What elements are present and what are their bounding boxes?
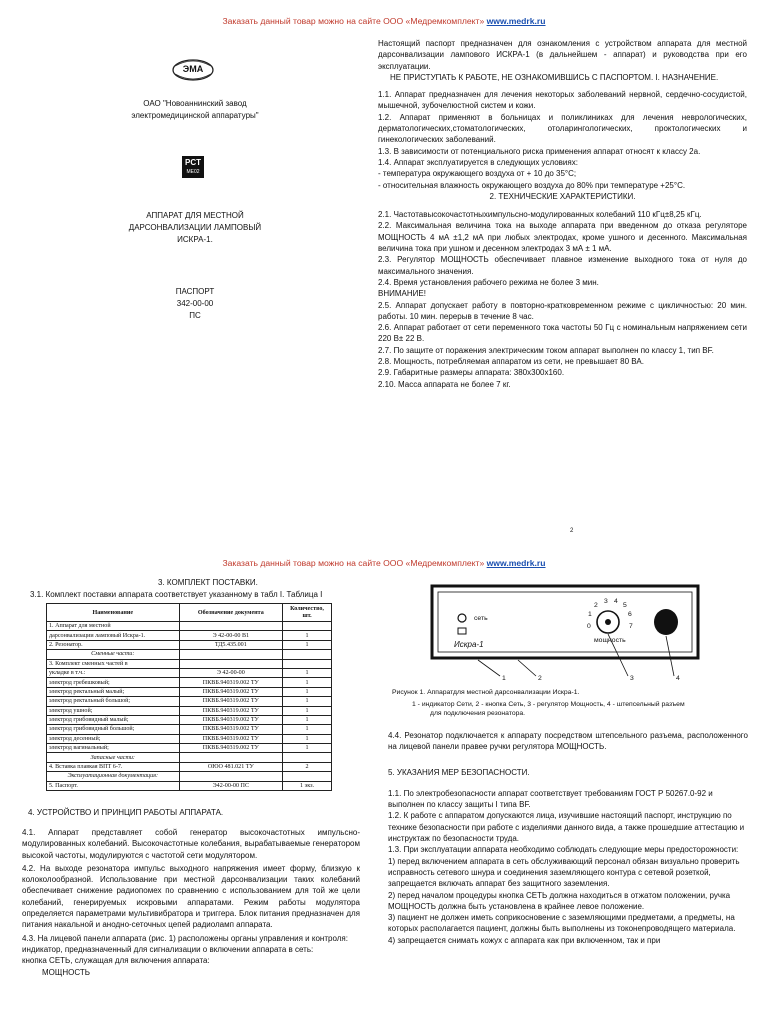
paragraph: Настоящий паспорт предназначен для ознакомления с устройством аппарата для местной дарсонвализации лампового ИСКРА-1 (в дальнейшем - аппарат) и руководства при его эксплуатации.: [378, 39, 747, 71]
table-cell: 4. Вставка плавкая ВПТ 6-7.: [47, 762, 180, 771]
paragraph: индикатор, предназначенный для сигнализации о включении аппарата в сеть:: [22, 944, 314, 954]
figure-legend-line: 1 - индикатор Сети, 2 - кнопка Сеть, 3 - регулятор Мощность, 4 - штепсельный разъем: [412, 701, 685, 708]
table-cell: электрод грибовидный малый;: [47, 715, 180, 724]
paragraph: 1.3. В зависимости от потенциального риска применения аппарат относят к классу 2а.: [378, 146, 701, 156]
table-cell: [283, 753, 332, 762]
table-cell: 5. Паспорт.: [47, 781, 180, 790]
table-cell: 1: [283, 715, 332, 724]
paragraph: - относительная влажность окружающего воздуха до 80% при температуре +25°С.: [378, 180, 686, 190]
figure-panel-name: Искра-1: [454, 640, 484, 649]
paragraph: 2.3. Регулятор МОЩНОСТЬ обеспечивает плавное изменение выходного тока от нуля до максимального значения.: [378, 255, 747, 276]
figure-callout: 4: [676, 675, 680, 682]
figure-legend-line: для подключения резонатора.: [430, 710, 526, 717]
certification-mark: [182, 156, 204, 178]
figure-callout: 1: [502, 675, 506, 682]
table-cell: 1: [283, 744, 332, 753]
paragraph: 1.4. Аппарат эксплуатируется в следующих условиях:: [378, 157, 578, 167]
table-cell: 1: [283, 687, 332, 696]
table-cell: ПКВБ.940319.002 ТУ: [179, 687, 283, 696]
table-cell: ПКВБ.940319.002 ТУ: [179, 734, 283, 743]
table-row: [47, 781, 332, 790]
dial-number: 0: [587, 623, 591, 630]
paragraph: кнопка СЕТЬ, служащая для включения аппарата:: [22, 956, 210, 966]
table-cell: ПКВБ.940319.002 ТУ: [179, 725, 283, 734]
table-cell: электрод ректальный большой;: [47, 697, 180, 706]
table-row: [47, 659, 332, 668]
front-panel-drawing: [428, 582, 704, 684]
table-cell: 2: [283, 762, 332, 771]
paragraph: МОЩНОСТЬ: [42, 967, 91, 977]
table-cell: [179, 772, 283, 781]
cert-mark-text: PCT: [185, 158, 201, 167]
paragraph: 1) перед включением аппарата в сеть обслуживающий персонал обязан визуально проверить исправность сетевого шнура и соединения заземляющего контура с сетевой розеткой, запрещается включать аппарат без защитного заземления.: [388, 856, 740, 889]
table-cell: электрод десенный;: [47, 734, 180, 743]
table-cell: Сменные части:: [47, 650, 180, 659]
paragraph: 2.5. Аппарат допускает работу в повторно-кратковременном режиме с цикличностью: 20 мин. работы. 10 мин. перерыв в течение 8 час.: [378, 300, 747, 321]
paragraph: 1.3. При эксплуатации аппарата необходимо соблюдать следующие меры предосторожности:: [388, 845, 739, 855]
table-cell: [283, 659, 332, 668]
paragraph: 2.6. Аппарат работает от сети переменного тока частоты 50 Гц с номинальным напряжением сети 220 В± 22 В.: [378, 323, 747, 344]
paragraph: 4.2. На выходе резонатора импульс выходного напряжения имеет форму, близкую к колоколообразной. Использование при местной дарсонвализации таких колебаний обеспечивает снижение радиопомех по сравнению с использованием для той же цели колебаний, генерируемых искровыми аппаратами. Режим работы модулятора определяется параметрами мультивибратора и триггера. Блок питания предназначен для питания накальной и анодно-сеточных цепей радиоламп аппарата.: [22, 863, 360, 930]
table-row: [47, 697, 332, 706]
table-cell: 1: [283, 725, 332, 734]
paragraph: 1.1. По электробезопасности аппарат соответствует требованиям ГОСТ Р 50267.0-92 и выполнен по классу защиты I типа BF.: [388, 788, 713, 810]
table-cell: электрод ушной;: [47, 706, 180, 715]
section3-intro: 3.1. Комплект поставки аппарата соответствует указанному в табл I. Таблица I: [30, 590, 323, 599]
table-row: [47, 640, 332, 649]
ema-logo: [172, 58, 214, 82]
table-cell: ПКВБ.940319.002 ТУ: [179, 744, 283, 753]
banner-link[interactable]: www.medrk.ru: [486, 16, 546, 26]
device-front-panel-figure: [428, 582, 704, 684]
table-cell: дарсонвализации ламповый Искра-1.: [47, 631, 180, 640]
paragraph: 2.8. Мощность, потребляемая аппаратом из сети, не превышает 80 ВА.: [378, 357, 644, 367]
table-cell: ПКВБ.940319.002 ТУ: [179, 678, 283, 687]
table-cell: 2. Резонатор.: [47, 640, 180, 649]
paragraph: - температура окружающего воздуха от + 10 до 35°С;: [378, 169, 577, 179]
dial-number: 2: [594, 602, 598, 609]
table-row: [47, 678, 332, 687]
dial-number: 3: [604, 598, 608, 605]
table-cell: электрод ректальный малый;: [47, 687, 180, 696]
paragraph: 2.9. Габаритные размеры аппарата: 380х300х160.: [378, 368, 565, 378]
page1-banner: [0, 16, 768, 26]
table-cell: 1: [283, 668, 332, 677]
passport-line: ПАСПОРТ: [175, 287, 215, 296]
device-title: [100, 210, 290, 246]
table-cell: 1: [283, 734, 332, 743]
table-cell: [179, 659, 283, 668]
table-cell: 1: [283, 631, 332, 640]
table-row: [47, 622, 332, 631]
table-row: [47, 753, 332, 762]
table-cell: [283, 650, 332, 659]
dial-number: 5: [623, 602, 627, 609]
figure-caption: Рисунок 1. Аппаратдля местной дарсонвализации Искра-1.: [392, 689, 580, 696]
page-number: 2: [570, 528, 574, 534]
table-cell: электрод гребешковый;: [47, 678, 180, 687]
dial-number: 7: [629, 623, 633, 630]
figure-label-set: сеть: [474, 615, 488, 622]
table-row: [47, 706, 332, 715]
banner-link[interactable]: www.medrk.ru: [486, 558, 546, 568]
table-cell: ПКВБ.940319.002 ТУ: [179, 715, 283, 724]
paragraph: 1.2. Аппарат применяют в больницах и поликлиниках для лечения неврологических, дерматологических,стоматологических, отоларингологических, проктологических и гинекологических заболеваний.: [378, 112, 747, 145]
figure-callout: 3: [630, 675, 634, 682]
table-cell: 1: [283, 678, 332, 687]
table-cell: [179, 753, 283, 762]
table-row: [47, 772, 332, 781]
dial-number: 6: [628, 611, 632, 618]
table-row: [47, 762, 332, 771]
paragraph: 2) перед началом процедуры кнопка СЕТЬ должна находиться в отжатом положении, ручка МОЩНОСТЬ должна быть установлена в крайнее левое положение.: [388, 890, 731, 911]
table-row: [47, 715, 332, 724]
table-cell: ТД5.435.001: [179, 640, 283, 649]
table-cell: укладке в т.ч.:: [47, 668, 180, 677]
table-cell: Запасные части:: [47, 753, 180, 762]
table-cell: 1: [283, 640, 332, 649]
table-cell: 3. Комплект сменных частей в: [47, 659, 180, 668]
table-cell: [179, 650, 283, 659]
table-row: [47, 668, 332, 677]
section-heading: НЕ ПРИСТУПАТЬ К РАБОТЕ, НЕ ОЗНАКОМИВШИСЬ С ПАСПОРТОМ. I. НАЗНАЧЕНИЕ.: [390, 72, 719, 82]
section-heading: 5. УКАЗАНИЯ МЕР БЕЗОПАСНОСТИ.: [388, 767, 530, 777]
dial-number: 1: [588, 611, 592, 618]
page1-right-column: [378, 38, 747, 390]
passport-line: ПС: [189, 311, 201, 320]
table-cell: 1: [283, 706, 332, 715]
table-cell: ПКВБ.940319.002 ТУ: [179, 697, 283, 706]
section3-title: 3. КОМПЛЕКТ ПОСТАВКИ.: [158, 578, 258, 587]
table-row: [47, 734, 332, 743]
table-cell: ОЮО 481.021 ТУ: [179, 762, 283, 771]
logo-text: ЭМА: [182, 64, 204, 74]
dial-number: 4: [614, 598, 618, 605]
table-cell: [283, 772, 332, 781]
table-row: [47, 650, 332, 659]
table-header: Наименование: [47, 604, 180, 622]
table-cell: Э 42-00-00: [179, 668, 283, 677]
section-heading: 2. ТЕХНИЧЕСКИЕ ХАРАКТЕРИСТИКИ.: [489, 191, 636, 201]
paragraph: 1.2. К работе с аппаратом допускаются лица, изучившие настоящий паспорт, инструкцию по технике безопасности при работе с изделиями данного вида, а также прошедшие аттестацию и инструктаж по безопасности труда.: [388, 811, 745, 844]
table-cell: 1: [283, 697, 332, 706]
warning-heading: ВНИМАНИЕ!: [378, 289, 426, 299]
table-cell: 1. Аппарат для местной: [47, 622, 180, 631]
table-cell: Э 42-00-00 В1: [179, 631, 283, 640]
paragraph: 2.7. По защите от поражения электрическим током аппарат выполнен по классу 1, тип BF.: [378, 345, 714, 355]
device-title-line: АППАРАТ ДЛЯ МЕСТНОЙ: [146, 211, 244, 220]
cert-mark-sub: МЕ02: [186, 169, 200, 175]
paragraph: 2.2. Максимальная величина тока на выходе аппарата при введенном до отказа регуляторе МОЩНОСТЬ 4 мА ±1,2 мА при любых электродах, кроме ушного и десенного. Максимальная величина тока при ушном и десенном электродах 3 мА ± 1 мА.: [378, 221, 747, 254]
figure-callout: 2: [538, 675, 542, 682]
paragraph: 4.3. На лицевой панели аппарата (рис. 1) расположены органы управления и контроля:: [22, 933, 348, 943]
paragraph: 2.1. Частотавысокочастотныхимпульсно-модулированных колебаний 110 кГц±8,25 кГц.: [378, 210, 702, 220]
delivery-set-table: [46, 603, 332, 791]
banner-text: Заказать данный товар можно на сайте ООО «Медремкомплект»: [222, 558, 487, 568]
org-name: [100, 98, 290, 122]
paragraph: 2.4. Время установления рабочего режима не более 3 мин.: [378, 277, 599, 287]
table-row: [47, 744, 332, 753]
table-cell: [283, 622, 332, 631]
figure-label-power: мощность: [594, 637, 626, 644]
table-cell: электрод вагинальный;: [47, 744, 180, 753]
table-row: [47, 725, 332, 734]
table-row: [47, 631, 332, 640]
paragraph: 4.1. Аппарат представляет собой генератор высокочастотных импульсно-модулированных колебаний. Высокочастотные колебания, вырабатываемые генератором высокой частоты, модулируются с частотой сети модулятором.: [22, 828, 360, 860]
table-header: Количество, шт.: [283, 604, 332, 622]
device-title-line: ДАРСОНВАЛИЗАЦИИ ЛАМПОВЫЙ: [128, 223, 262, 232]
table-cell: электрод грибовидный большой;: [47, 725, 180, 734]
figure-legend: [412, 700, 762, 718]
device-title-line: ИСКРА-1.: [177, 235, 213, 244]
table-cell: [179, 622, 283, 631]
table-cell: ПКВБ.940319.002 ТУ: [179, 706, 283, 715]
org-line: ОАО "Новоаннинский завод: [143, 99, 247, 108]
page2-banner: [0, 558, 768, 568]
page2-left-column: [22, 827, 360, 978]
page2-right-column: [388, 730, 748, 946]
passport-block: [100, 286, 290, 322]
org-line: электромедицинской аппаратуры": [131, 111, 259, 120]
paragraph: 4.4. Резонатор подключается к аппарату посредством штепсельного разъема, расположенного на лицевой панели правее ручки регулятора МОЩНОСТЬ.: [388, 731, 748, 752]
table-header: Обозначение документа: [179, 604, 283, 622]
paragraph: 2.10. Масса аппарата не более 7 кг.: [378, 379, 511, 389]
table-row: [47, 687, 332, 696]
paragraph: 4) запрещается снимать кожух с аппарата как при включенном, так и при: [388, 935, 661, 945]
table-cell: Эксплуатационная документация:: [47, 772, 180, 781]
banner-text: Заказать данный товар можно на сайте ООО «Медремкомплект»: [222, 16, 487, 26]
table-cell: Э42-00-00 ПС: [179, 781, 283, 790]
section4-title: 4. УСТРОЙСТВО И ПРИНЦИП РАБОТЫ АППАРАТА.: [28, 808, 224, 817]
passport-line: 342-00-00: [176, 299, 214, 308]
paragraph: 1.1. Аппарат предназначен для лечения некоторых заболеваний нервной, сердечно-сосудистой, мышечной, зубочелюстной систем и кожи.: [378, 90, 747, 111]
table-cell: 1 экз.: [283, 781, 332, 790]
paragraph: 3) пациент не должен иметь соприкосновение с заземляющими предметами, а предметы, на которых располагается пациент, должны быть выполнены из токонепроводящего материала.: [388, 913, 736, 934]
